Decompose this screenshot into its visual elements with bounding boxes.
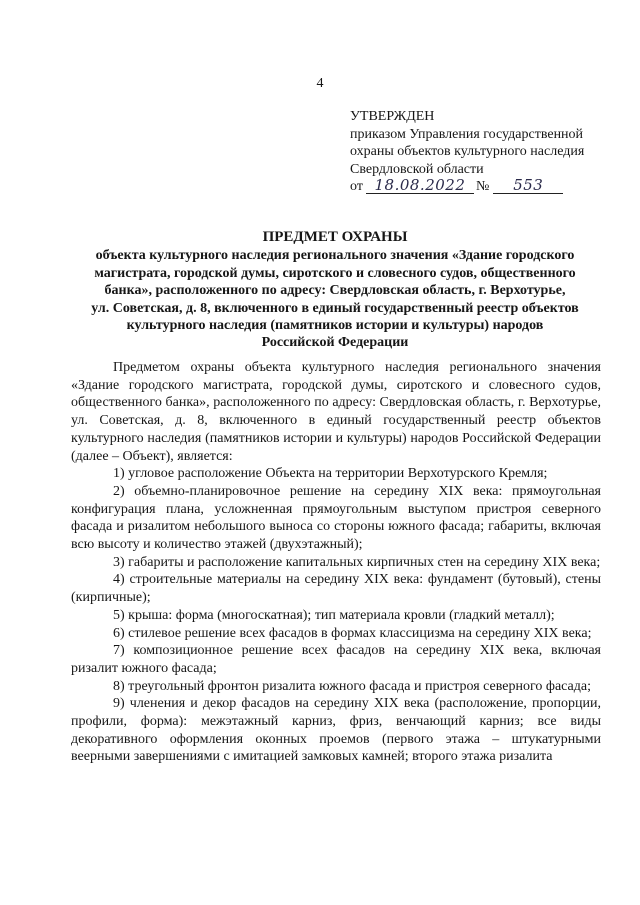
list-item: 9) членения и декор фасадов на середину XIX века (расположение, пропорции, профили, форма): межэтажный карниз, фриз, венчающий карниз; все виды декоративного оформления оконных проемов (первого этажа – штукатурными веерными завершениями с имитацией замковых камней; второго этажа ризалита xyxy=(71,696,601,765)
document-heading xyxy=(70,229,600,352)
approval-block xyxy=(350,108,612,196)
approval-heading: УТВЕРЖДЕН xyxy=(350,109,435,124)
list-item: 1) угловое расположение Объекта на территории Верхотурского Кремля; xyxy=(113,466,548,482)
approval-date-number-row xyxy=(350,178,612,196)
heading-line: магистрата, городской думы, сиротского и словесного судов, общественного xyxy=(94,265,576,281)
handwritten-number: 553 xyxy=(493,178,563,194)
list-item: 8) треугольный фронтон ризалита южного фасада и пристроя северного фасада; xyxy=(113,678,591,694)
heading-line: ул. Советская, д. 8, включенного в единый государственный реестр объектов xyxy=(91,300,579,316)
document-body xyxy=(71,359,601,766)
list-item: 2) объемно-планировочное решение на середину XIX века: прямоугольная конфигурация плана, усложненная прямоугольным выступом пристроя северного фасада и ризалитом небольшого выноса со стороны южного фасада; габариты, включая всю высоту и количество этажей (двухэтажный); xyxy=(71,483,601,553)
list-item: 3) габариты и расположение капитальных кирпичных стен на середину XIX века; xyxy=(113,554,601,570)
intro-paragraph: Предметом охраны объекта культурного наследия регионального значения «Здание городского магистрата, городской думы, сиротского и словесного судов, общественного банка», расположенного по адресу: Свердловская область, г. Верхотурье, ул. Советская, д. 8, включенного в единый государственный реестр объектов культурного наследия (памятников истории и культуры) народов Российской Федерации (далее – Объект), является: xyxy=(71,360,601,464)
heading-line: Российской Федерации xyxy=(261,335,409,351)
list-item: 6) стилевое решение всех фасадов в формах классицизма на середину XIX века; xyxy=(113,625,592,641)
heading-line: банка», расположенного по адресу: Свердловская область, г. Верхотурье, xyxy=(104,283,566,299)
heading-line: объекта культурного наследия регионального значения «Здание городского xyxy=(95,248,575,264)
date-prefix: от xyxy=(350,179,363,194)
approval-line: приказом Управления государственной xyxy=(350,126,584,142)
approval-line: охраны объектов культурного наследия xyxy=(350,144,585,159)
document-title: ПРЕДМЕТ ОХРАНЫ xyxy=(262,229,408,245)
handwritten-date: 18.08.2022 xyxy=(366,178,474,194)
number-prefix: № xyxy=(475,179,490,194)
approval-line: Свердловской области xyxy=(350,161,484,177)
page-number: 4 xyxy=(316,76,324,91)
list-item: 4) строительные материалы на середину XIX века: фундамент (бутовый), стены (кирпичные); xyxy=(71,572,601,606)
heading-line: культурного наследия (памятников истории и культуры) народов xyxy=(126,318,544,334)
list-item: 7) композиционное решение всех фасадов на середину XIX века, включая ризалит южного фасада; xyxy=(71,643,601,676)
list-item: 5) крыша: форма (многоскатная); тип материала кровли (гладкий металл); xyxy=(113,607,555,623)
